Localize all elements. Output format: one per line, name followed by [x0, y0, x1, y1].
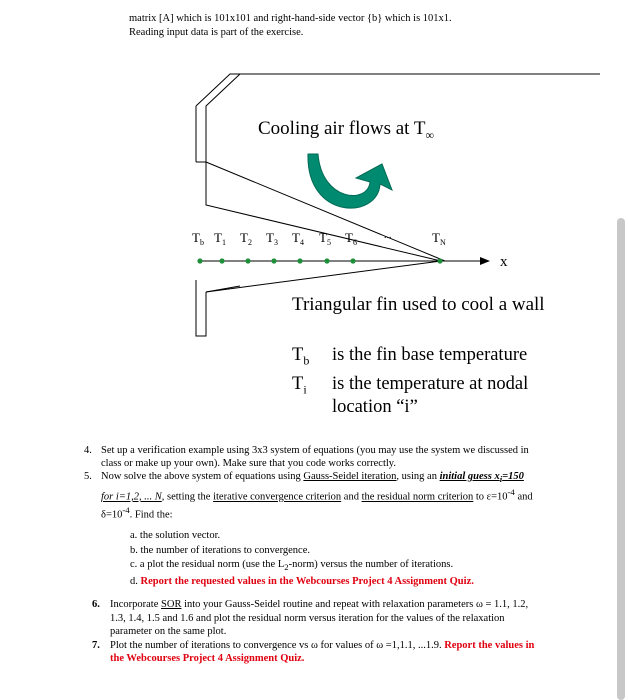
task-item-6: 6. Incorporate SOR into your Gauss-Seidel routine and repeat with relaxation parameters ω = 1.1, 1.2, 1.3, 1.4, 1.5 and 1.6 and plot the residual norm versus iteration for the values of the relaxation parameter on the same plot.: [92, 599, 529, 637]
node-label: ...: [384, 230, 392, 241]
cooling-air-label: Cooling air flows at $T_\infty$: [258, 118, 435, 142]
task-item-4: 4. Set up a verification example using 3x3 system of equations (you may use the system we discussed in class or make up your own). Make sure that you code works correctly.: [84, 445, 529, 469]
scrollbar[interactable]: [617, 218, 625, 700]
node-point: [324, 258, 329, 263]
node-point: [350, 258, 355, 263]
node-label: $T_b$: [192, 230, 204, 247]
node-label: $T_6$: [345, 230, 357, 247]
node-point: [219, 258, 224, 263]
node-label: $T_2$: [240, 230, 252, 247]
intro-line-2: Reading input data is part of the exercise.: [129, 27, 304, 38]
node-point: [437, 258, 442, 263]
node-label: $T_1$: [214, 230, 226, 247]
node-point: [297, 258, 302, 263]
node-label: $T_3$: [266, 230, 278, 247]
node-label: $T_5$: [319, 230, 331, 247]
task-item-5: 5. Now solve the above system of equations using Gauss-Seidel iteration, using an initial guess $x_i=150$ for i=1,2, ... N, setting the iterative convergence criterion and the residual norm criterion to $\varepsilon=10^{-4}$ and $\delta=10^{-4}$. Find the:: [84, 471, 533, 521]
subitem-b: b. the number of iterations to convergence.: [130, 544, 310, 556]
node-point: [271, 258, 276, 263]
node-label: $T_4$: [292, 230, 304, 247]
x-axis-arrowhead: [480, 257, 490, 265]
task-list-2: [92, 598, 538, 666]
intro-text: [129, 12, 549, 40]
intro-line-1: matrix [A] which is 101x101 and right-hand-side vector {b} which is 101x1.: [129, 13, 452, 24]
node-point: [245, 258, 250, 263]
legend-row: $T_i$ is the temperature at nodal location “i”: [292, 373, 529, 417]
legend-row: $T_b$ is the fin base temperature: [292, 345, 528, 368]
figure-legend: [292, 344, 572, 419]
task-item-7: 7. Plot the number of iterations to convergence vs ω for values of ω =1,1.1, ...1.9. Report the values in the Webcourses Project 4 Assignment Quiz.: [92, 639, 535, 664]
task-list: [84, 444, 536, 521]
node-label: $T_N$: [432, 230, 446, 247]
subitem-d: d. Report the requested values in the Webcourses Project 4 Assignment Quiz.: [130, 575, 474, 587]
node-point: [197, 258, 202, 263]
figure-caption: Triangular fin used to cool a wall: [292, 294, 545, 315]
task-5-subitems: [130, 529, 474, 589]
subitem-a: a. the solution vector.: [130, 530, 221, 541]
x-axis-label: x: [500, 254, 508, 270]
subitem-c: c. a plot the residual norm (use the $L_2-norm$) versus the number of iterations.: [130, 559, 454, 573]
airflow-arrow-icon: [308, 154, 392, 208]
